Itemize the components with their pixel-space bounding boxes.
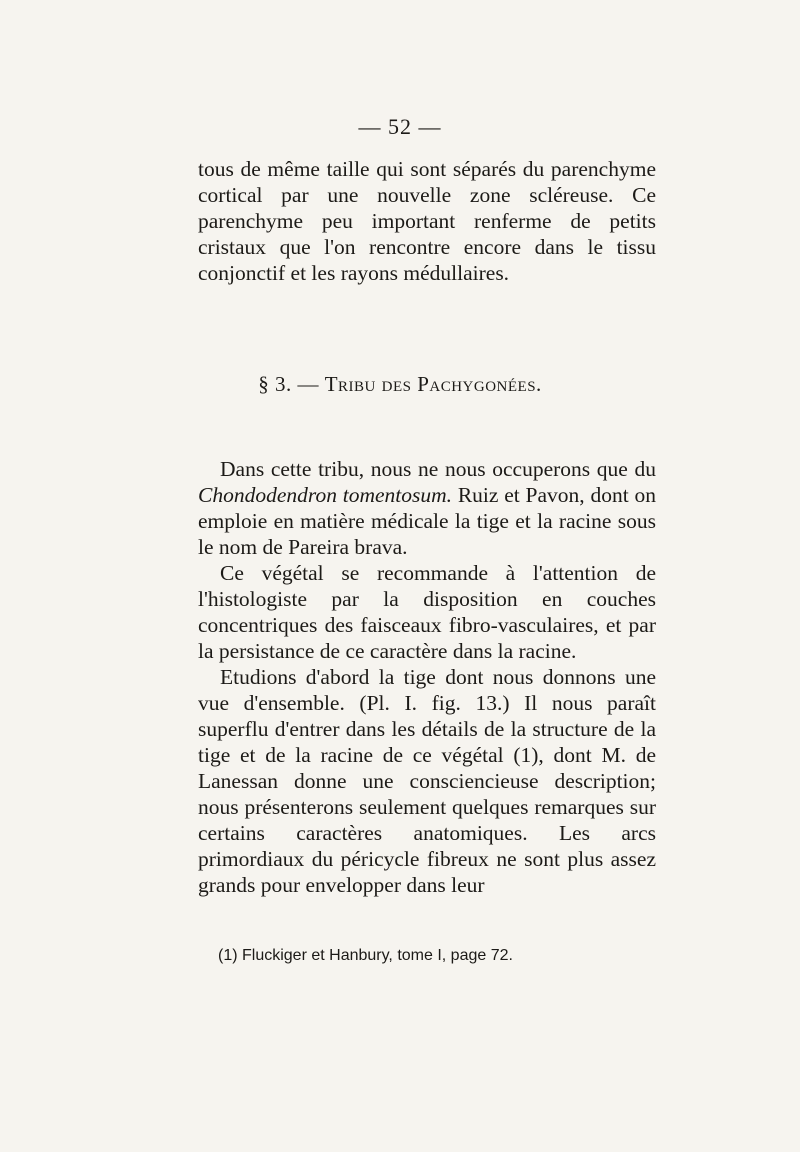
section-symbol: § 3.	[258, 372, 292, 396]
body-paragraph-2: Ce végétal se recommande à l'attention de l'histologiste par la disposition en couches concentriques des faisceaux fibro-vasculaires, et par la persistance de ce caractère dans la racine.	[198, 561, 656, 663]
body-paragraph-1-end: Ruiz et Pavon, dont on emploie en matière médicale la tige et la racine sous le nom de Pareira brava.	[198, 483, 656, 559]
section-dash: —	[297, 372, 319, 396]
section-title-word: Tribu	[324, 372, 376, 396]
page-number: — 52 —	[358, 114, 442, 139]
intro-paragraph-block	[198, 156, 656, 286]
body-paragraph-1-start: Dans cette tribu, nous ne nous occuperons que du	[220, 457, 656, 481]
section-heading	[0, 372, 800, 397]
section-title-prep: des	[381, 372, 412, 396]
body-paragraph-1	[198, 456, 656, 560]
section-title-name: Pachygonées.	[417, 372, 542, 396]
body-paragraph-3: Etudions d'abord la tige dont nous donnons une vue d'ensemble. (Pl. I. fig. 13.) Il nous paraît superflu d'entrer dans les détails de la structure de la tige et de la racine de ce végétal (1), dont M. de Lanessan donne une consciencieuse description; nous présenterons seulement quelques remarques sur certains caractères anatomiques. Les arcs primordiaux du péricycle fibreux ne sont plus assez grands pour envelopper dans leur	[198, 665, 656, 897]
body-text-block	[198, 456, 656, 898]
intro-paragraph: tous de même taille qui sont séparés du parenchyme cortical par une nouvelle zone scléreuse. Ce parenchyme peu important renferme de petits cristaux que l'on rencontre encore dans le tissu conjonctif et les rayons médullaires.	[198, 157, 656, 285]
footnote: (1) Fluckiger et Hanbury, tome I, page 72.	[218, 947, 513, 964]
species-name: Chondodendron tomentosum.	[198, 483, 453, 507]
